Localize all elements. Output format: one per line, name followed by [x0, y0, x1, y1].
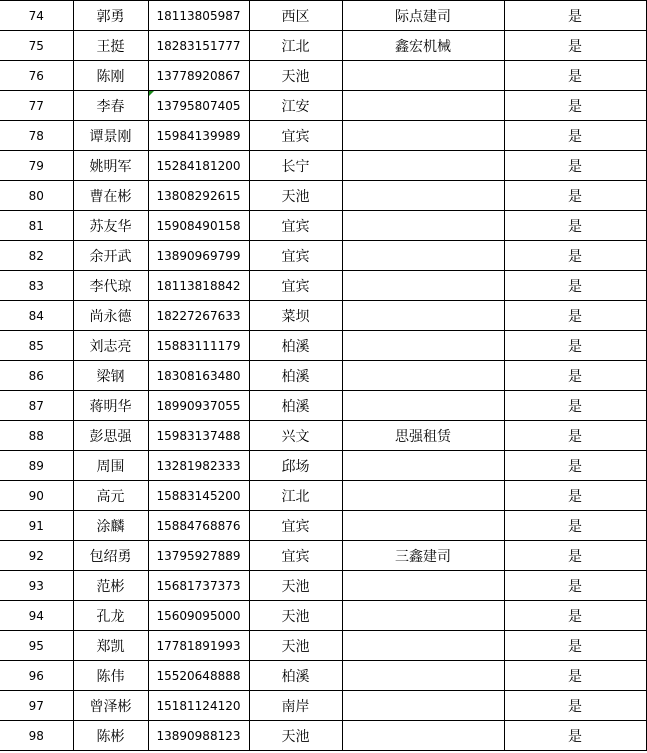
table-row	[0, 211, 646, 241]
name-cell[interactable]: 周围	[73, 451, 148, 481]
area-cell[interactable]: 天池	[249, 61, 342, 91]
company-cell[interactable]	[342, 601, 504, 631]
table-row	[0, 331, 646, 361]
table-row	[0, 391, 646, 421]
company-cell[interactable]: 思强租赁	[342, 421, 504, 451]
row-number-cell[interactable]: 74	[0, 1, 73, 31]
row-number-cell[interactable]: 78	[0, 121, 73, 151]
flag-cell[interactable]: 是	[504, 661, 646, 691]
row-number-cell[interactable]: 77	[0, 91, 73, 121]
phone-cell[interactable]: 15984139989	[148, 121, 249, 151]
name-cell[interactable]: 李春	[73, 91, 148, 121]
name-cell[interactable]: 梁钢	[73, 361, 148, 391]
phone-cell[interactable]: 15884768876	[148, 511, 249, 541]
table-row	[0, 241, 646, 271]
name-cell[interactable]: 高元	[73, 481, 148, 511]
name-cell[interactable]: 余开武	[73, 241, 148, 271]
area-cell[interactable]: 长宁	[249, 151, 342, 181]
row-number-cell[interactable]: 86	[0, 361, 73, 391]
phone-cell[interactable]: 15908490158	[148, 211, 249, 241]
company-cell[interactable]	[342, 391, 504, 421]
name-cell[interactable]: 李代琼	[73, 271, 148, 301]
phone-cell[interactable]: 15609095000	[148, 601, 249, 631]
area-cell[interactable]: 柏溪	[249, 391, 342, 421]
name-cell[interactable]: 蒋明华	[73, 391, 148, 421]
company-cell[interactable]	[342, 631, 504, 661]
phone-cell[interactable]: 15883145200	[148, 481, 249, 511]
name-cell[interactable]: 姚明军	[73, 151, 148, 181]
name-cell[interactable]: 谭景刚	[73, 121, 148, 151]
phone-cell[interactable]: 15983137488	[148, 421, 249, 451]
table-row	[0, 481, 646, 511]
area-cell[interactable]: 宜宾	[249, 271, 342, 301]
row-number-cell[interactable]: 84	[0, 301, 73, 331]
name-cell[interactable]: 曹在彬	[73, 181, 148, 211]
area-cell[interactable]: 天池	[249, 721, 342, 751]
flag-cell[interactable]: 是	[504, 331, 646, 361]
area-cell[interactable]: 天池	[249, 601, 342, 631]
area-cell[interactable]: 江北	[249, 481, 342, 511]
company-cell[interactable]	[342, 511, 504, 541]
flag-cell[interactable]: 是	[504, 421, 646, 451]
name-cell[interactable]: 包绍勇	[73, 541, 148, 571]
area-cell[interactable]: 柏溪	[249, 661, 342, 691]
table-row	[0, 1, 646, 31]
company-cell[interactable]	[342, 361, 504, 391]
area-cell[interactable]: 邱场	[249, 451, 342, 481]
company-cell[interactable]	[342, 61, 504, 91]
flag-cell[interactable]: 是	[504, 511, 646, 541]
area-cell[interactable]: 兴文	[249, 421, 342, 451]
phone-cell[interactable]: 13890988123	[148, 721, 249, 751]
table-row	[0, 151, 646, 181]
flag-cell[interactable]: 是	[504, 601, 646, 631]
company-cell[interactable]	[342, 271, 504, 301]
flag-cell[interactable]: 是	[504, 61, 646, 91]
company-cell[interactable]: 鑫宏机械	[342, 31, 504, 61]
flag-cell[interactable]: 是	[504, 271, 646, 301]
phone-cell[interactable]: 13795807405	[148, 91, 249, 121]
phone-cell[interactable]: 18113818842	[148, 271, 249, 301]
flag-cell[interactable]: 是	[504, 691, 646, 721]
table-row	[0, 271, 646, 301]
flag-cell[interactable]: 是	[504, 91, 646, 121]
flag-cell[interactable]: 是	[504, 121, 646, 151]
phone-cell[interactable]: 13890969799	[148, 241, 249, 271]
phone-cell[interactable]: 18283151777	[148, 31, 249, 61]
phone-cell[interactable]: 18308163480	[148, 361, 249, 391]
company-cell[interactable]	[342, 91, 504, 121]
phone-cell[interactable]: 13281982333	[148, 451, 249, 481]
area-cell[interactable]: 西区	[249, 1, 342, 31]
phone-cell[interactable]: 13778920867	[148, 61, 249, 91]
phone-cell[interactable]: 15520648888	[148, 661, 249, 691]
company-cell[interactable]	[342, 301, 504, 331]
company-cell[interactable]	[342, 571, 504, 601]
company-cell[interactable]: 三鑫建司	[342, 541, 504, 571]
row-number-cell[interactable]: 85	[0, 331, 73, 361]
area-cell[interactable]: 江北	[249, 31, 342, 61]
row-number-cell[interactable]: 93	[0, 571, 73, 601]
row-number-cell[interactable]: 88	[0, 421, 73, 451]
flag-cell[interactable]: 是	[504, 1, 646, 31]
flag-cell[interactable]: 是	[504, 391, 646, 421]
name-cell[interactable]: 尚永德	[73, 301, 148, 331]
row-number-cell[interactable]: 87	[0, 391, 73, 421]
row-number-cell[interactable]: 94	[0, 601, 73, 631]
area-cell[interactable]: 江安	[249, 91, 342, 121]
area-cell[interactable]: 柏溪	[249, 361, 342, 391]
row-number-cell[interactable]: 75	[0, 31, 73, 61]
table-row	[0, 181, 646, 211]
row-number-cell[interactable]: 98	[0, 721, 73, 751]
phone-cell[interactable]: 18113805987	[148, 1, 249, 31]
flag-cell[interactable]: 是	[504, 301, 646, 331]
flag-cell[interactable]: 是	[504, 541, 646, 571]
flag-cell[interactable]: 是	[504, 31, 646, 61]
table-row	[0, 361, 646, 391]
phone-cell[interactable]: 15181124120	[148, 691, 249, 721]
name-cell[interactable]: 王挺	[73, 31, 148, 61]
company-cell[interactable]	[342, 331, 504, 361]
phone-cell[interactable]: 18990937055	[148, 391, 249, 421]
flag-cell[interactable]: 是	[504, 181, 646, 211]
area-cell[interactable]: 宜宾	[249, 511, 342, 541]
table-row	[0, 91, 646, 121]
company-cell[interactable]	[342, 241, 504, 271]
company-cell[interactable]	[342, 121, 504, 151]
area-cell[interactable]: 宜宾	[249, 121, 342, 151]
area-cell[interactable]: 天池	[249, 571, 342, 601]
company-cell[interactable]	[342, 691, 504, 721]
company-cell[interactable]	[342, 481, 504, 511]
area-cell[interactable]: 菜坝	[249, 301, 342, 331]
company-cell[interactable]	[342, 181, 504, 211]
table-row	[0, 571, 646, 601]
name-cell[interactable]: 孔龙	[73, 601, 148, 631]
phone-cell[interactable]: 18227267633	[148, 301, 249, 331]
area-cell[interactable]: 宜宾	[249, 211, 342, 241]
company-cell[interactable]: 际点建司	[342, 1, 504, 31]
name-cell[interactable]: 范彬	[73, 571, 148, 601]
name-cell[interactable]: 郑凯	[73, 631, 148, 661]
area-cell[interactable]: 宜宾	[249, 541, 342, 571]
flag-cell[interactable]: 是	[504, 151, 646, 181]
table-row	[0, 661, 646, 691]
table-row	[0, 631, 646, 661]
row-number-cell[interactable]: 83	[0, 271, 73, 301]
company-cell[interactable]	[342, 211, 504, 241]
flag-cell[interactable]: 是	[504, 721, 646, 751]
row-number-cell[interactable]: 80	[0, 181, 73, 211]
name-cell[interactable]: 刘志亮	[73, 331, 148, 361]
area-cell[interactable]: 柏溪	[249, 331, 342, 361]
phone-cell[interactable]: 15284181200	[148, 151, 249, 181]
table-row	[0, 301, 646, 331]
company-cell[interactable]	[342, 151, 504, 181]
phone-cell[interactable]: 17781891993	[148, 631, 249, 661]
row-number-cell[interactable]: 96	[0, 661, 73, 691]
name-cell[interactable]: 苏友华	[73, 211, 148, 241]
flag-cell[interactable]: 是	[504, 571, 646, 601]
flag-cell[interactable]: 是	[504, 451, 646, 481]
flag-cell[interactable]: 是	[504, 481, 646, 511]
name-cell[interactable]: 涂麟	[73, 511, 148, 541]
table-row	[0, 601, 646, 631]
phone-cell[interactable]: 13795927889	[148, 541, 249, 571]
row-number-cell[interactable]: 92	[0, 541, 73, 571]
table-row	[0, 721, 646, 751]
name-cell[interactable]: 郭勇	[73, 1, 148, 31]
flag-cell[interactable]: 是	[504, 361, 646, 391]
area-cell[interactable]: 宜宾	[249, 241, 342, 271]
row-number-cell[interactable]: 79	[0, 151, 73, 181]
phone-cell[interactable]: 15681737373	[148, 571, 249, 601]
company-cell[interactable]	[342, 661, 504, 691]
area-cell[interactable]: 天池	[249, 181, 342, 211]
table-row	[0, 61, 646, 91]
row-number-cell[interactable]: 97	[0, 691, 73, 721]
area-cell[interactable]: 天池	[249, 631, 342, 661]
row-number-cell[interactable]: 81	[0, 211, 73, 241]
table-row	[0, 541, 646, 571]
name-cell[interactable]: 彭思强	[73, 421, 148, 451]
table-body	[0, 1, 646, 751]
table-row	[0, 421, 646, 451]
row-number-cell[interactable]: 95	[0, 631, 73, 661]
name-cell[interactable]: 陈彬	[73, 721, 148, 751]
phone-cell[interactable]: 15883111179	[148, 331, 249, 361]
flag-cell[interactable]: 是	[504, 211, 646, 241]
name-cell[interactable]: 曾泽彬	[73, 691, 148, 721]
table-row	[0, 691, 646, 721]
area-cell[interactable]: 南岸	[249, 691, 342, 721]
table-row	[0, 451, 646, 481]
name-cell[interactable]: 陈伟	[73, 661, 148, 691]
company-cell[interactable]	[342, 451, 504, 481]
phone-cell[interactable]: 13808292615	[148, 181, 249, 211]
table-row	[0, 511, 646, 541]
flag-cell[interactable]: 是	[504, 631, 646, 661]
flag-cell[interactable]: 是	[504, 241, 646, 271]
row-number-cell[interactable]: 90	[0, 481, 73, 511]
company-cell[interactable]	[342, 721, 504, 751]
table-row	[0, 31, 646, 61]
row-number-cell[interactable]: 82	[0, 241, 73, 271]
row-number-cell[interactable]: 76	[0, 61, 73, 91]
row-number-cell[interactable]: 89	[0, 451, 73, 481]
name-cell[interactable]: 陈刚	[73, 61, 148, 91]
table-row	[0, 121, 646, 151]
row-number-cell[interactable]: 91	[0, 511, 73, 541]
